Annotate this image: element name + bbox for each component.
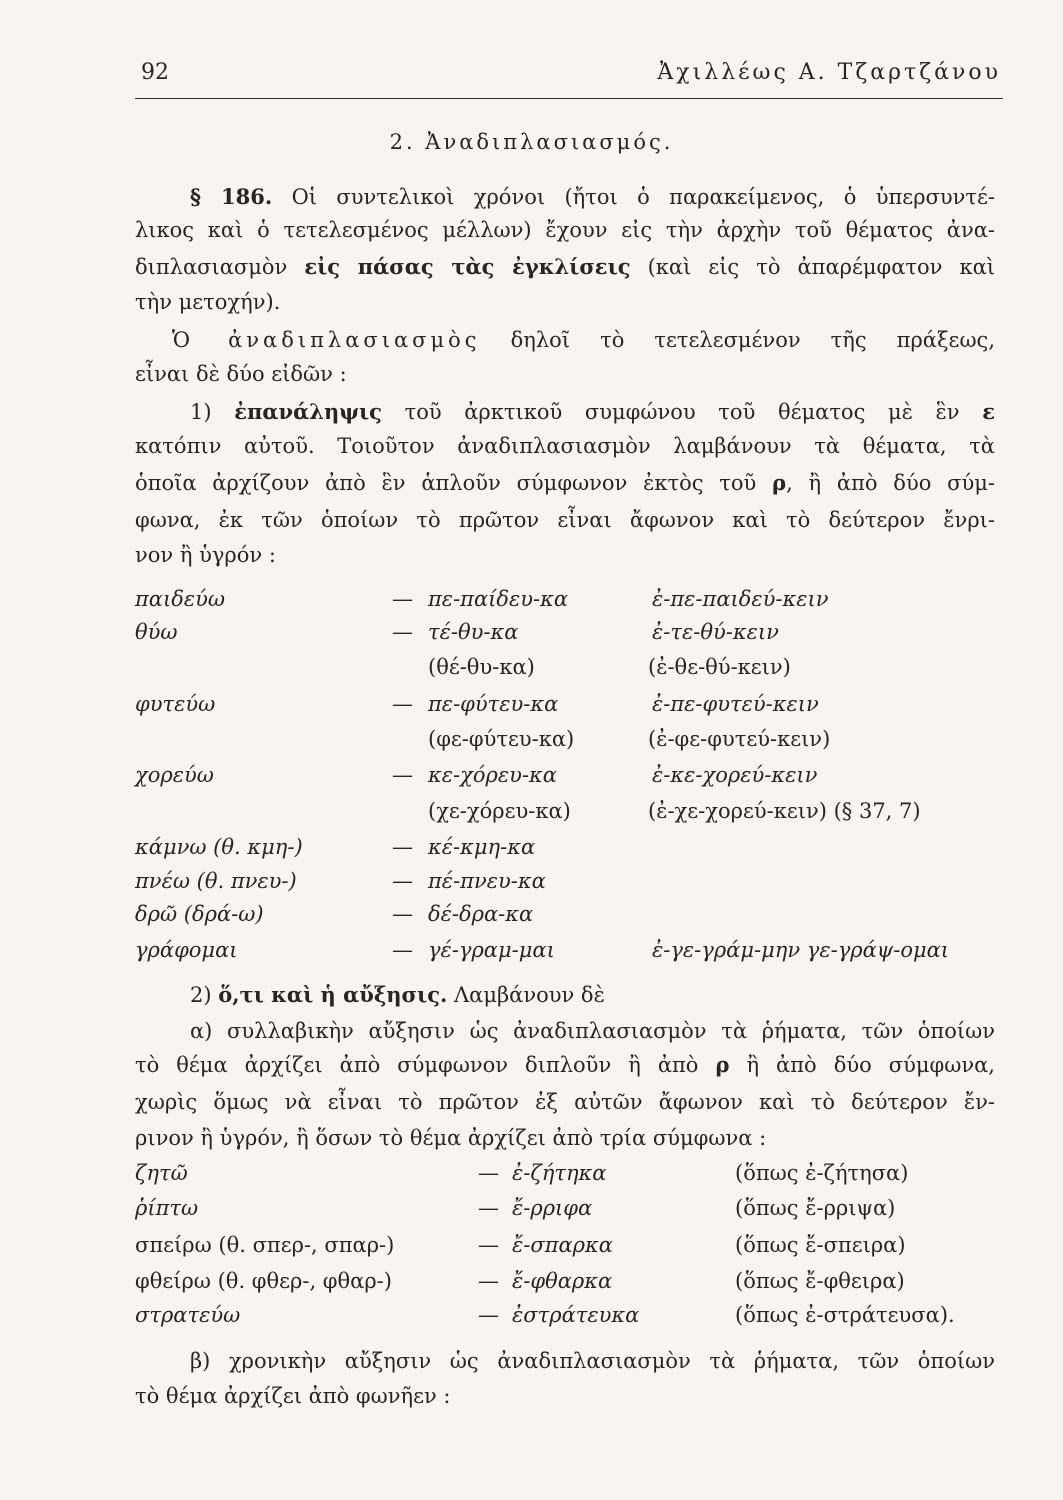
item-2a-line-1: α) συλλαβικὴν αὔξησιν ὡς ἀναδιπλασιασμὸν τὰ ῥήματα, τῶν ὁποίων (190, 1019, 995, 1043)
item-1-line-3: ὁποῖα ἀρχίζουν ἀπὸ ἓν ἁπλοῦν σύμφωνον ἐκτὸς τοῦ ρ, ἢ ἀπὸ δύο σύμ- (135, 470, 995, 495)
item-2a-line-2: τὸ θέμα ἀρχίζει ἀπὸ σύμφωνον διπλοῦν ἢ ἀπὸ ρ ἢ ἀπὸ δύο σύμφωνα, (135, 1052, 995, 1077)
item-2b-line-1: β) χρονικὴν αὔξησιν ὡς ἀναδιπλασιασμὸν τὰ ῥήματα, τῶν ὁποίων (190, 1349, 995, 1373)
term-augment: ὅ,τι καὶ ἡ αὔξησις. (218, 982, 448, 1007)
item-1-line-2: κατόπιν αὐτοῦ. Τοιοῦτον ἀναδιπλασιασμὸν λαμβάνουν τὰ θέματα, τὰ (135, 434, 995, 458)
item-1-line-4: φωνα, ἐκ τῶν ὁποίων τὸ πρῶτον εἶναι ἄφωνον καὶ τὸ δεύτερον ἔνρι- (135, 508, 995, 532)
page-header (135, 58, 1003, 99)
item-2-line-1: 2) ὅ,τι καὶ ἡ αὔξησις. Λαμβάνουν δὲ (190, 982, 605, 1007)
term-reduplication: Ὁ ἀναδιπλασιασμὸς (172, 328, 481, 352)
para-186-line-4: τὴν μετοχήν). (135, 290, 281, 314)
item-2a-line-4: ρινον ἢ ὑγρόν, ἢ ὅσων τὸ θέμα ἀρχίζει ἀπὸ τρία σύμφωνα : (135, 1126, 767, 1150)
emphasis-all-moods: εἰς πάσας τὰς ἐγκλίσεις (304, 254, 631, 279)
book-page: 92 Ἀχιλλέως Α. Τζαρτζάνου 2. Ἀναδιπλασιασμός. § 186. Οἱ συντελικοὶ χρόνοι (ἤτοι ὁ παρακείμενος, ὁ ὑπερσυντέ- λικος καὶ ὁ τετελεσμένος μέλλων) ἔχουν εἰς τὴν ἀρχὴν τοῦ θέματος ἀνα- διπλασιασμὸν εἰς πάσας τὰς ἐγκλίσεις (καὶ εἰς τὸ ἀπαρέμφατον καὶ τὴν μετοχήν). Ὁ ἀναδιπλασιασμὸς δηλοῖ τὸ τετελεσμένον τῆς πράξεως, εἶναι δὲ δύο εἰδῶν : 1) ἐπανάληψις τοῦ ἀρκτικοῦ συμφώνου τοῦ θέματος μὲ ἓν ε κατόπιν αὐτοῦ. Τοιοῦτον ἀναδιπλασιασμὸν λαμβάνουν τὰ θέματα, τὰ ὁποῖα ἀρχίζουν ἀπὸ ἓν ἁπλοῦν σύμφωνον ἐκτὸς τοῦ ρ, ἢ ἀπὸ δύο σύμ- φωνα, ἐκ τῶν ὁποίων τὸ πρῶτον εἶναι ἄφωνον καὶ τὸ δεύτερον ἔνρι- νον ἢ ὑγρόν : παιδεύω — πε-παίδευ-κα ἐ-πε-παιδεύ-κειν θύω — τέ-θυ-κα ἐ-τε-θύ-κειν (θέ-θυ-κα) (ἐ-θε-θύ-κειν) φυτεύω — πε-φύτευ-κα ἐ-πε-φυτεύ-κειν (φε-φύτευ-κα) (ἐ-φε-φυτεύ-κειν) χορεύω — κε-χόρευ-κα ἐ-κε-χορεύ-κειν (χε-χόρευ-κα) (ἐ-χε-χορεύ-κειν) (§ 37, 7) κάμνω (θ. κμη-) — κέ-κμη-κα πνέω (θ. πνευ-) — πέ-πνευ-κα δρῶ (δρά-ω) — δέ-δρα-κα γράφομαι — γέ-γραμ-μαι ἐ-γε-γράμ-μην γε-γράψ-ομαι 2) ὅ,τι καὶ ἡ αὔξησις. Λαμβάνουν δὲ α) συλλαβικὴν αὔξησιν ὡς ἀναδιπλασιασμὸν τὰ ῥήματα, τῶν ὁποίων τὸ θέμα ἀρχίζει ἀπὸ σύμφωνον διπλοῦν ἢ ἀπὸ ρ ἢ ἀπὸ δύο σύμφωνα, χωρὶς ὅμως νὰ εἶναι τὸ πρῶτον ἐξ αὐτῶν ἄφωνον καὶ τὸ δεύτερον ἔν- ρινον ἢ ὑγρόν, ἢ ὅσων τὸ θέμα ἀρχίζει ἀπὸ τρία σύμφωνα : ζητῶ — ἐ-ζήτηκα (ὅπως ἐ-ζήτησα) ῥίπτω — ἔ-ρριφα (ὅπως ἔ-ρριψα) σπείρω (θ. σπερ-, σπαρ-) — ἔ-σπαρκα (ὅπως ἔ-σπειρα) φθείρω (θ. φθερ-, φθαρ-) — ἔ-φθαρκα (ὅπως ἔ-φθειρα) στρατεύω — ἐστράτευκα (ὅπως ἐ-στράτευσα). β) χρονικὴν αὔξησιν ὡς ἀναδιπλασιασμὸν τὰ ῥήματα, τῶν ὁποίων τὸ θέμα ἀρχίζει ἀπὸ φωνῆεν : (0, 0, 1063, 1500)
para-186-line-2: λικος καὶ ὁ τετελεσμένος μέλλων) ἔχουν εἰς τὴν ἀρχὴν τοῦ θέματος ἀνα- (135, 218, 995, 242)
page-number: 92 (141, 60, 169, 85)
section-number: § 186. (190, 184, 273, 209)
term-repetition: ἐπανάληψις (234, 399, 382, 424)
item-2b-line-2: τὸ θέμα ἀρχίζει ἀπὸ φωνῆεν : (135, 1384, 451, 1408)
item-1-line-5: νον ἢ ὑγρόν : (135, 543, 276, 567)
definition-line-2: εἶναι δὲ δύο εἰδῶν : (135, 362, 347, 386)
para-186-line-3: διπλασιασμὸν εἰς πάσας τὰς ἐγκλίσεις (καὶ εἰς τὸ ἀπαρέμφατον καὶ (135, 254, 996, 279)
running-title: Ἀχιλλέως Α. Τζαρτζάνου (657, 60, 1001, 85)
item-1-line-1: 1) ἐπανάληψις τοῦ ἀρκτικοῦ συμφώνου τοῦ θέματος μὲ ἓν ε (190, 399, 995, 424)
para-186-line-1: § 186. Οἱ συντελικοὶ χρόνοι (ἤτοι ὁ παρακείμενος, ὁ ὑπερσυντέ- (190, 184, 995, 209)
section-heading: 2. Ἀναδιπλασιασμός. (389, 130, 674, 154)
definition-line-1: Ὁ ἀναδιπλασιασμὸς δηλοῖ τὸ τετελεσμένον τῆς πράξεως, (172, 328, 995, 352)
item-2a-line-3: χωρὶς ὅμως νὰ εἶναι τὸ πρῶτον ἐξ αὐτῶν ἄφωνον καὶ τὸ δεύτερον ἔν- (135, 1090, 995, 1114)
